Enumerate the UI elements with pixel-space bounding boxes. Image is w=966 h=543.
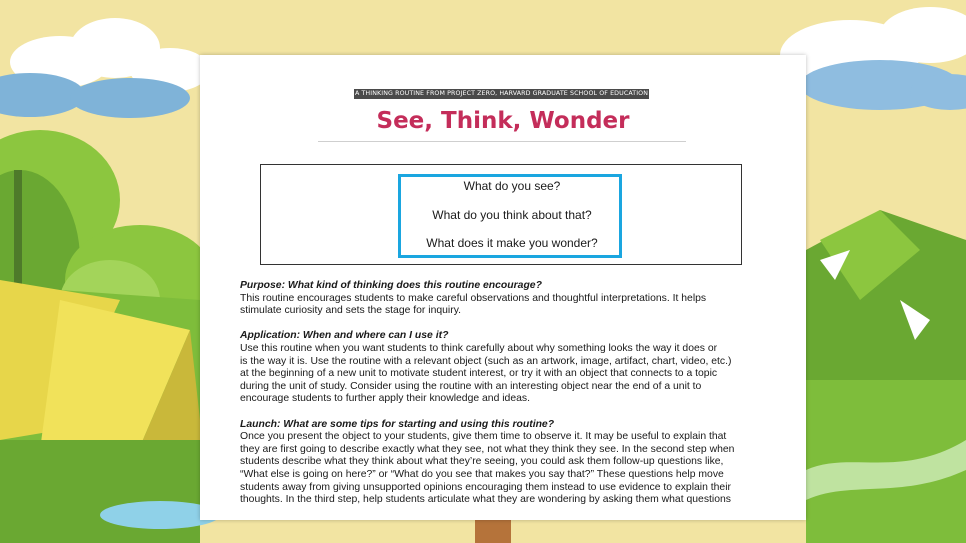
text-line: during the unit of study. Consider using the routine with an interesting object near the end of a unit to [240, 380, 702, 392]
wood-post [475, 520, 511, 543]
text-line: encourage students to further apply their knowledge and ideas. [240, 393, 530, 405]
text-line: at the beginning of a new unit to motivate student interest, or try it with an object that connects to a topic [240, 368, 718, 380]
question-think: What do you think about that? [432, 208, 592, 222]
section-text [240, 343, 770, 406]
text-line: thoughts. In the third step, help students articulate what they are wondering by asking them what questions [240, 494, 731, 506]
question-wonder: What does it make you wonder? [426, 236, 598, 250]
text-line: Once you present the object to your students, give them time to observe it. It may be useful to explain that [240, 431, 727, 443]
text-line: they are first going to describe exactly what they see, not what they think they see. In the second step when [240, 443, 735, 455]
text-line: is the way it is. Use the routine with a relevant object (such as an artwork, image, artifact, chart, video, etc.) [240, 355, 732, 367]
text-line: students away from giving unsupported opinions encouraging them instead to use evidence to explain their [240, 481, 731, 493]
section-application [240, 330, 770, 406]
right-scenery [806, 210, 966, 543]
source-banner: A THINKING ROUTINE FROM PROJECT ZERO, HARVARD GRADUATE SCHOOL OF EDUCATION [354, 90, 649, 97]
text-line: “What else is going on here?” or “What do you see that makes you say that?” These questions help move [240, 468, 724, 480]
document-title: See, Think, Wonder [376, 108, 630, 134]
text-line: Use this routine when you want students to think carefully about why something looks the way it does or [240, 342, 718, 354]
section-heading: Launch: What are some tips for starting and using this routine? [240, 418, 555, 430]
title-divider [318, 141, 686, 142]
section-text [240, 431, 770, 507]
text-line: students describe what they think about what they’re seeing, you could ask them follow-up questions like, [240, 456, 724, 468]
section-purpose [240, 280, 770, 318]
section-heading: Purpose: What kind of thinking does this routine encourage? [240, 280, 542, 291]
document-body [240, 280, 770, 519]
section-launch [240, 419, 770, 507]
text-line: This routine encourages students to make careful observations and thoughtful interpretations. It helps [240, 292, 707, 304]
section-heading: Application: When and where can I use it? [240, 330, 449, 342]
text-line: stimulate curiosity and sets the stage for inquiry. [240, 305, 461, 317]
question-see: What do you see? [463, 179, 561, 193]
section-text [240, 293, 770, 318]
document-page [200, 55, 806, 520]
